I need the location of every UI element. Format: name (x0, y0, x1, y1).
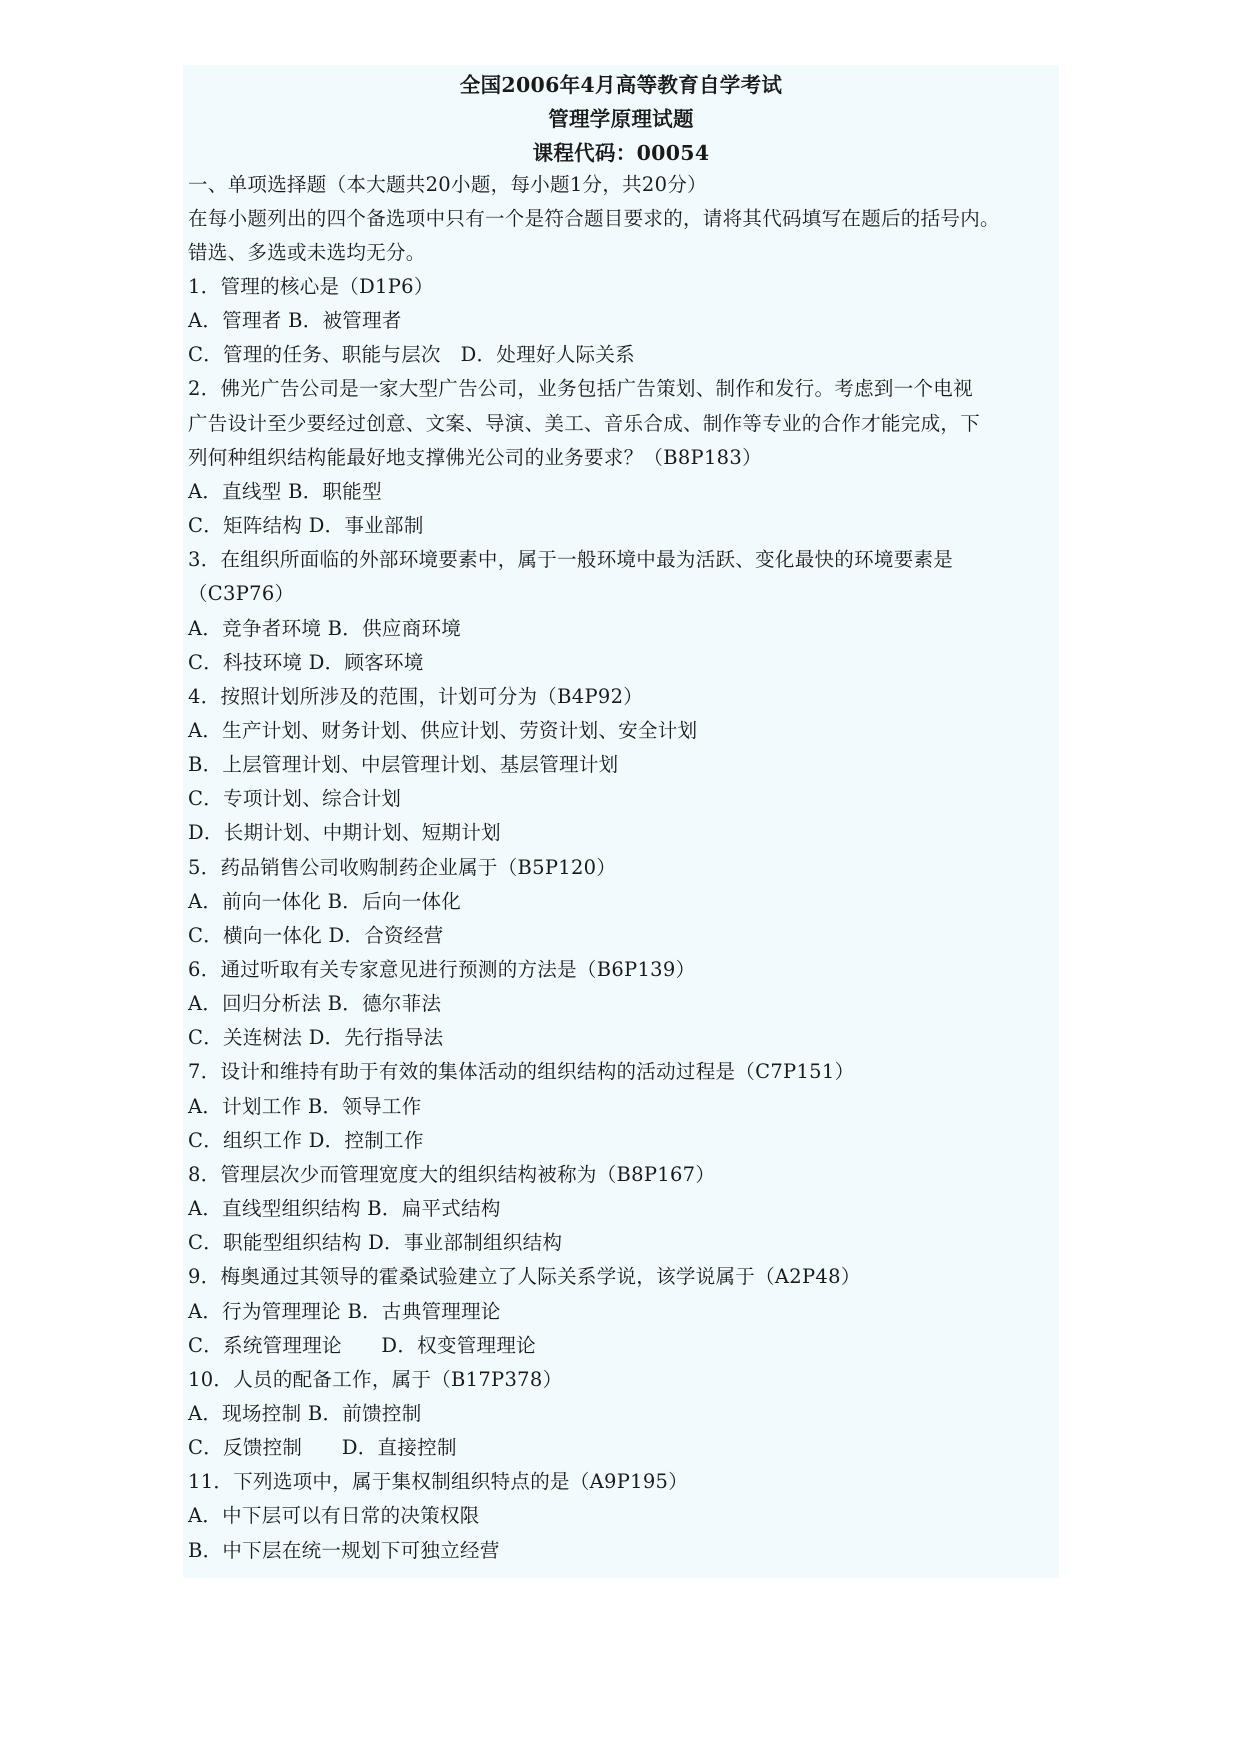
question-line: A．中下层可以有日常的决策权限 (188, 1504, 480, 1528)
question-line: C．关连树法 D．先行指导法 (188, 1026, 444, 1050)
question-line: 2．佛光广告公司是一家大型广告公司，业务包括广告策划、制作和发行。考虑到一个电视 (188, 377, 973, 401)
question-line: 8．管理层次少而管理宽度大的组织结构被称为（B8P167） (188, 1162, 716, 1186)
subject-title: 管理学原理试题 (548, 107, 694, 131)
question-line: A．管理者 B．被管理者 (188, 309, 402, 333)
question-line: 9．梅奥通过其领导的霍桑试验建立了人际关系学说，该学说属于（A2P48） (188, 1265, 861, 1289)
question-line: 列何种组织结构能最好地支撑佛光公司的业务要求？（B8P183） (188, 445, 762, 469)
question-line: （C3P76） (188, 582, 295, 606)
exam-title: 全国2006年4月高等教育自学考试 (459, 73, 783, 97)
question-line: 广告设计至少要经过创意、文案、导演、美工、音乐合成、制作等专业的合作才能完成，下 (188, 411, 981, 435)
question-line: C．横向一体化 D．合资经营 (188, 923, 444, 947)
question-line: A．现场控制 B．前馈控制 (188, 1402, 422, 1425)
course-code: 课程代码：00054 (532, 141, 710, 165)
question-line: A．行为管理理论 B．古典管理理论 (188, 1299, 501, 1323)
question-line: 11．下列选项中，属于集权制组织特点的是（A9P195） (188, 1470, 689, 1494)
question-line: D．长期计划、中期计划、短期计划 (188, 821, 501, 845)
question-line: C．组织工作 D．控制工作 (188, 1128, 424, 1152)
question-line: 7．设计和维持有助于有效的集体活动的组织结构的活动过程是（C7P151） (188, 1060, 855, 1084)
question-line: 3．在组织所面临的外部环境要素中，属于一般环境中最为活跃、变化最快的环境要素是 (188, 548, 954, 572)
question-line: C．科技环境 D．顾客环境 (188, 650, 424, 674)
question-line: 1．管理的核心是（D1P6） (188, 275, 434, 298)
question-line: C．管理的任务、职能与层次 D．处理好人际关系 (188, 343, 635, 367)
question-line: 10．人员的配备工作，属于（B17P378） (188, 1367, 563, 1391)
question-line: C．矩阵结构 D．事业部制 (188, 514, 424, 537)
instruction-line-2: 错选、多选或未选均无分。 (188, 241, 426, 264)
question-line: A．前向一体化 B．后向一体化 (188, 889, 462, 913)
question-line: A．生产计划、财务计划、供应计划、劳资计划、安全计划 (188, 719, 698, 742)
question-line: B．上层管理计划、中层管理计划、基层管理计划 (188, 753, 619, 777)
question-line: A．竞争者环境 B．供应商环境 (188, 616, 462, 640)
question-line: C．反馈控制 D．直接控制 (188, 1436, 457, 1460)
question-line: C．专项计划、综合计划 (188, 787, 402, 811)
question-line: A．回归分析法 B．德尔菲法 (188, 992, 442, 1016)
question-line: B．中下层在统一规划下可独立经营 (188, 1538, 500, 1562)
question-line: C．职能型组织结构 D．事业部制组织结构 (188, 1231, 563, 1255)
question-line: 5．药品销售公司收购制药企业属于（B5P120） (188, 855, 617, 879)
question-line: C．系统管理理论 D．权变管理理论 (188, 1333, 536, 1357)
section-heading: 一、单项选择题（本大题共20小题，每小题1分，共20分） (188, 173, 707, 196)
question-line: 4．按照计划所涉及的范围，计划可分为（B4P92） (188, 684, 644, 708)
question-line: A．计划工作 B．领导工作 (188, 1094, 422, 1118)
question-line: A．直线型 B．职能型 (188, 479, 382, 503)
question-line: 6．通过听取有关专家意见进行预测的方法是（B6P139） (188, 958, 696, 981)
question-line: A．直线型组织结构 B．扁平式结构 (188, 1197, 501, 1220)
instruction-line-1: 在每小题列出的四个备选项中只有一个是符合题目要求的，请将其代码填写在题后的括号内。 (188, 207, 1000, 230)
